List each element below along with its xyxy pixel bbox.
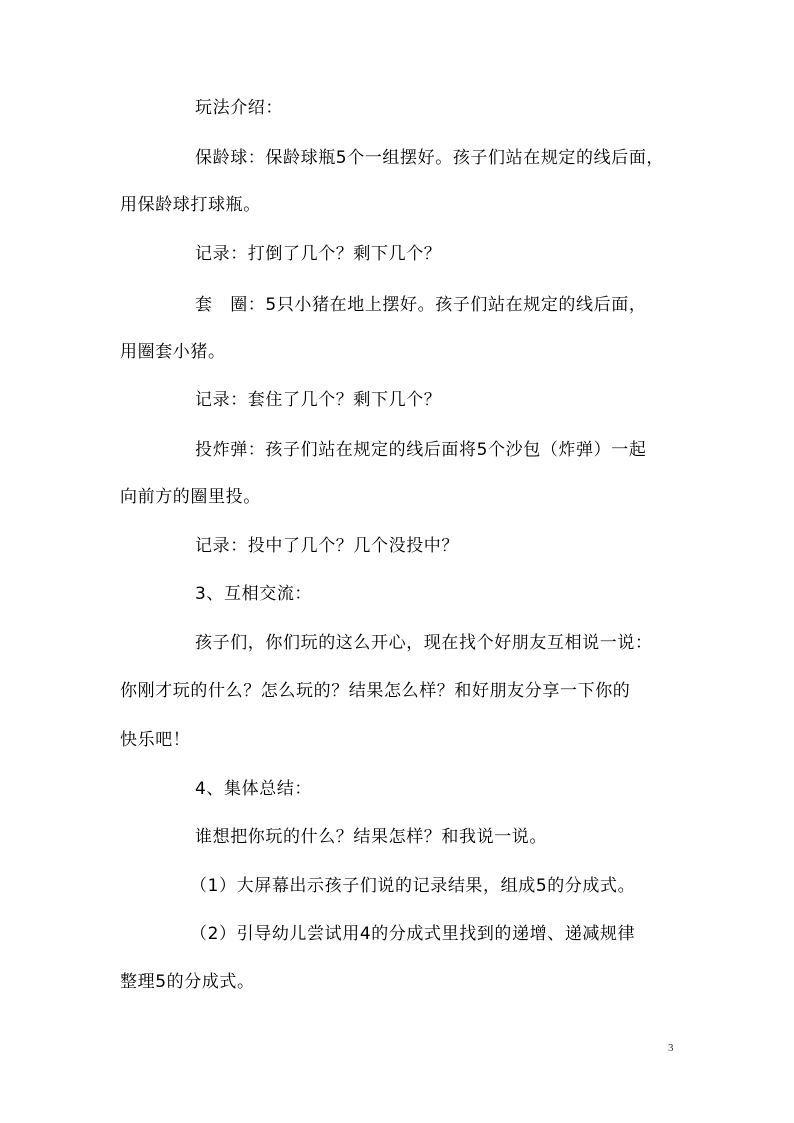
text-line-bomb-throw: 投炸弹：孩子们站在规定的线后面将5个沙包（炸弹）一起 (195, 440, 647, 460)
section-heading-exchange: 3、互相交流： (195, 584, 313, 604)
text-line-ring-toss: 套 圈：5只小猪在地上摆好。孩子们站在规定的线后面， (195, 295, 647, 315)
page-number: 3 (668, 1042, 674, 1054)
text-line-exchange-3: 快乐吧！ (120, 730, 191, 750)
text-line-summary: 谁想把你玩的什么？结果怎样？和我说一说。 (195, 827, 547, 847)
text-line-bowling-cont: 用保龄球打球瓶。 (120, 195, 261, 215)
text-line-exchange-1: 孩子们，你们玩的这么开心，现在找个好朋友互相说一说： (195, 633, 653, 653)
text-line-bomb-throw-cont: 向前方的圈里投。 (120, 487, 261, 507)
text-line-ring-toss-cont: 用圈套小猪。 (120, 342, 226, 362)
text-line-record-ring-toss: 记录：套住了几个？剩下几个？ (195, 390, 442, 410)
text-line-step-2-cont: 整理5的分成式。 (120, 972, 255, 992)
text-line-exchange-2: 你刚才玩的什么？怎么玩的？结果怎么样？和好朋友分享一下你的 (120, 681, 631, 701)
text-line-record-bowling: 记录：打倒了几个？剩下几个？ (195, 244, 442, 264)
text-line-play-intro: 玩法介绍： (195, 98, 283, 118)
text-line-step-2: （2）引导幼儿尝试用4的分成式里找到的递增、递减规律 (190, 924, 636, 944)
section-heading-summary: 4、集体总结： (195, 779, 313, 799)
text-line-step-1: （1）大屏幕出示孩子们说的记录结果，组成5的分成式。 (190, 876, 636, 896)
text-line-record-bomb: 记录：投中了几个？几个没投中？ (195, 536, 459, 556)
text-line-bowling: 保龄球：保龄球瓶5个一组摆好。孩子们站在规定的线后面， (195, 148, 665, 168)
